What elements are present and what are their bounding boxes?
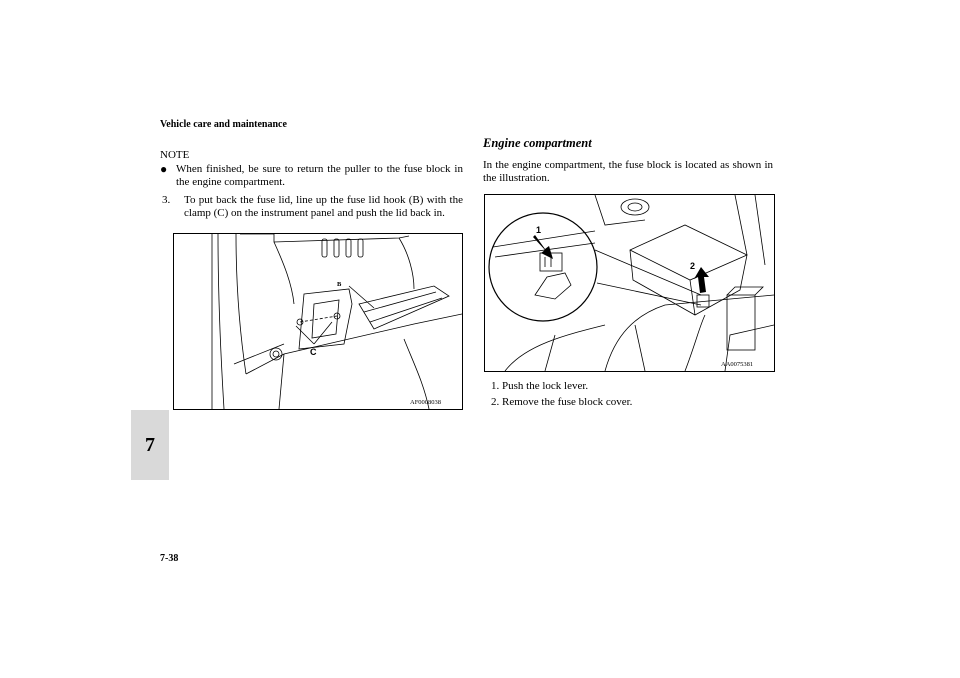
chapter-tab	[131, 410, 169, 480]
step-number: 1.	[491, 380, 500, 392]
arrow-2-icon	[694, 267, 709, 293]
list-item	[491, 378, 632, 394]
callout-b: B	[337, 281, 342, 288]
step-text: To put back the fuse lid, line up the fuse lid hook (B) with the clamp (C) on the instrument panel and push the lid back in.	[184, 193, 463, 219]
engine-fuse-block-illustration	[484, 194, 775, 372]
fuse-block-steps	[491, 378, 632, 410]
step-3	[160, 194, 463, 221]
intro-text: In the engine compartment, the fuse block is located as shown in the illustration.	[483, 158, 773, 184]
callout-2: 2	[690, 261, 696, 271]
note-bullet	[160, 163, 463, 190]
callout-1: 1	[536, 225, 542, 235]
page-number: 7-38	[160, 553, 179, 564]
right-column	[483, 137, 773, 186]
fuse-lid-illustration	[173, 233, 463, 410]
fuse-lid-drawing	[174, 234, 462, 409]
section-title: Engine compartment	[483, 136, 592, 150]
bullet-icon: ●	[160, 161, 168, 176]
left-column	[160, 149, 463, 221]
figure-code-left: AF0008038	[410, 399, 442, 406]
engine-compartment-drawing	[485, 195, 774, 371]
note-text: When finished, be sure to return the puller to the fuse block in the engine compartment.	[176, 162, 463, 188]
list-item	[491, 394, 632, 410]
step-text: Push the lock lever.	[502, 380, 589, 392]
chapter-number: 7	[145, 433, 155, 456]
running-header: Vehicle care and maintenance	[160, 119, 287, 130]
step-number: 3.	[162, 193, 171, 206]
step-number: 2.	[491, 396, 500, 408]
callout-c: C	[310, 347, 317, 357]
note-label: NOTE	[160, 149, 190, 161]
figure-code-right: AA0075381	[721, 361, 754, 368]
step-text: Remove the fuse block cover.	[502, 396, 633, 408]
